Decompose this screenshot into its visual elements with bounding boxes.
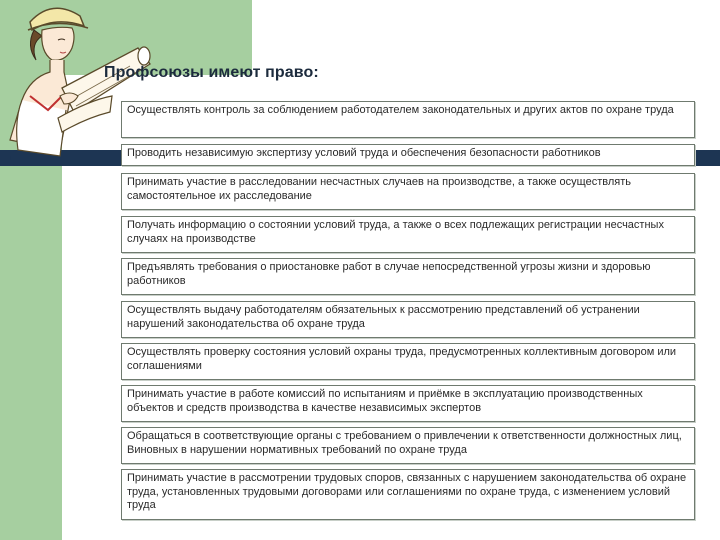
- list-item: Проводить независимую экспертизу условий труда и обеспечения безопасности работников: [121, 144, 695, 166]
- slide-title: Профсоюзы имеют право:: [104, 64, 319, 81]
- list-item: Предъявлять требования о приостановке работ в случае непосредственной угрозы жизни и здоровью работников: [121, 258, 695, 295]
- list-item: Осуществлять контроль за соблюдением работодателем законодательных и других актов по охране труда: [121, 101, 695, 138]
- list-item: Принимать участие в работе комиссий по испытаниям и приёмке в эксплуатацию производственных объектов и средств производства в качестве независимых экспертов: [121, 385, 695, 422]
- list-item: Принимать участие в рассмотрении трудовых споров, связанных с нарушением законодательства об охране труда, установленных трудовыми договорами или соглашениями по охране труда, с изменением условий труда: [121, 469, 695, 520]
- list-item: Обращаться в соответствующие органы с требованием о привлечении к ответственности должностных лиц, Виновных в нарушении нормативных требований по охране труда: [121, 427, 695, 464]
- list-item: Получать информацию о состоянии условий труда, а также о всех подлежащих регистрации несчастных случаях на производстве: [121, 216, 695, 253]
- worker-with-blueprints-icon: [0, 0, 160, 165]
- list-item: Осуществлять проверку состояния условий охраны труда, предусмотренных коллективным договором или соглашениями: [121, 343, 695, 380]
- list-item: Принимать участие в расследовании несчастных случаев на производстве, а также осуществлять самостоятельное их расследование: [121, 173, 695, 210]
- list-item: Осуществлять выдачу работодателям обязательных к рассмотрению представлений об устранении нарушений законодательства об охране труда: [121, 301, 695, 338]
